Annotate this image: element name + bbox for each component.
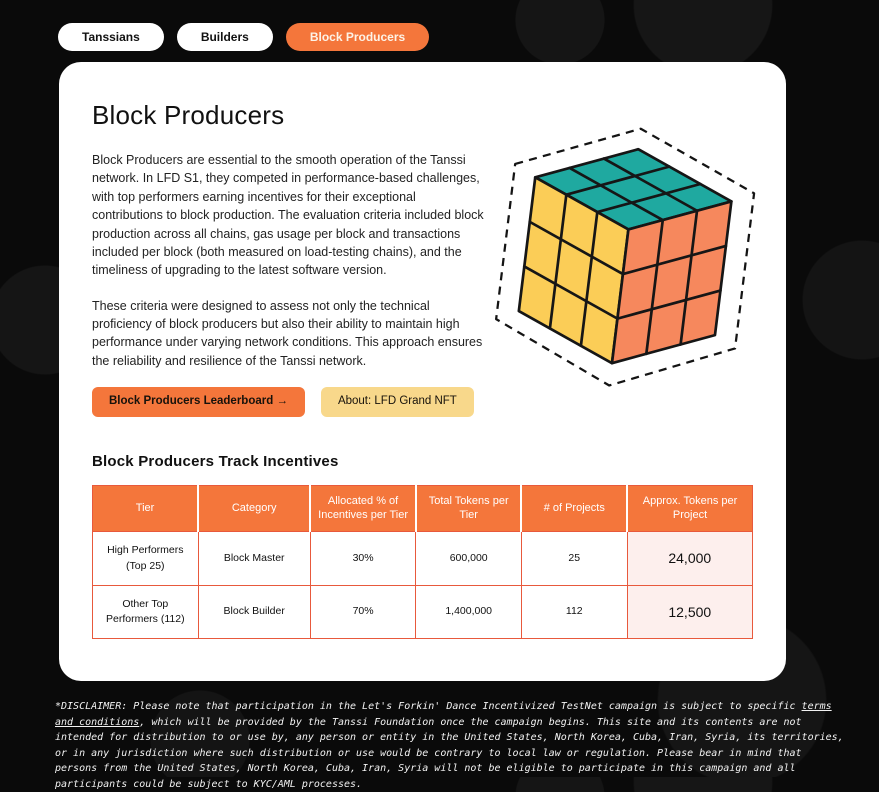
table-header: [93, 485, 753, 532]
header-approx-tokens: Approx. Tokens per Project: [627, 485, 752, 532]
criteria-paragraph: These criteria were designed to assess not only the technical proficiency of block producers but also their ability to maintain high performance under varying network conditions. This approach ensures the reliability and resilience of the Tanssi network.: [92, 298, 483, 368]
cell-category: Block Builder: [198, 585, 310, 638]
about-nft-button[interactable]: About: LFD Grand NFT: [321, 387, 474, 417]
cell-tier: Other Top Performers (112): [93, 585, 199, 638]
nav-tab-tanssians[interactable]: Tanssians: [58, 23, 164, 51]
action-buttons-row: [92, 387, 484, 417]
incentives-section-title: Block Producers Track Incentives: [92, 452, 339, 470]
cell-approx-tokens: 12,500: [627, 585, 752, 638]
header-total-tokens: Total Tokens per Tier: [416, 485, 522, 532]
top-nav: [58, 23, 429, 51]
rubiks-cube-illustration: [484, 108, 766, 408]
header-allocated: Allocated % of Incentives per Tier: [310, 485, 416, 532]
block-producers-card: [59, 62, 786, 681]
hero-section: [92, 92, 753, 417]
disclaimer-after: , which will be provided by the Tanssi Foundation once the campaign begins. This site and its contents are not intended for distribution to or use by, any person or entity in the United States, North Korea, Cuba, Iran, Syria, its territories, or in any jurisdiction where such distribution or use would be contrary to local law or regulation. Please bear in mind that persons from the United States, North Korea, Cuba, Iran, Syria will not be eligible to participate in this campaign and all participants could be subject to KYC/AML processes.: [55, 716, 844, 790]
cell-projects: 112: [521, 585, 627, 638]
illustration-column: [484, 92, 766, 417]
incentives-table: [92, 485, 753, 640]
header-tier: Tier: [93, 485, 199, 532]
page-title: Block Producers: [92, 100, 285, 130]
cell-projects: 25: [521, 532, 627, 585]
leaderboard-button[interactable]: Block Producers Leaderboard →: [92, 387, 305, 417]
disclaimer-text: [55, 699, 849, 792]
cell-total-tokens: 600,000: [416, 532, 522, 585]
cell-approx-tokens: 24,000: [627, 532, 752, 585]
table-row: [93, 532, 753, 585]
header-projects: # of Projects: [521, 485, 627, 532]
cell-total-tokens: 1,400,000: [416, 585, 522, 638]
header-category: Category: [198, 485, 310, 532]
disclaimer-before: *DISCLAIMER: Please note that participation in the Let's Forkin' Dance Incentivized TestNet campaign is subject to specific: [55, 701, 802, 712]
cell-category: Block Master: [198, 532, 310, 585]
table-row: [93, 585, 753, 638]
hero-text-column: [92, 92, 484, 417]
terms-and-conditions-link[interactable]: terms and conditions: [55, 701, 832, 728]
nav-tab-builders[interactable]: Builders: [177, 23, 273, 51]
nav-tab-block-producers[interactable]: Block Producers: [286, 23, 429, 51]
intro-paragraph: Block Producers are essential to the smooth operation of the Tanssi network. In LFD S1, they competed in performance-based challenges, with top performers earning incentives for their exceptional contributions to block production. The evaluation criteria included block production across all chains, gas usage per block and transactions included per block (both measured on load-testing chains), and the timeliness of upgrading to the latest software version.: [92, 153, 484, 278]
cell-allocated: 70%: [310, 585, 416, 638]
cell-allocated: 30%: [310, 532, 416, 585]
cell-tier: High Performers (Top 25): [93, 532, 199, 585]
